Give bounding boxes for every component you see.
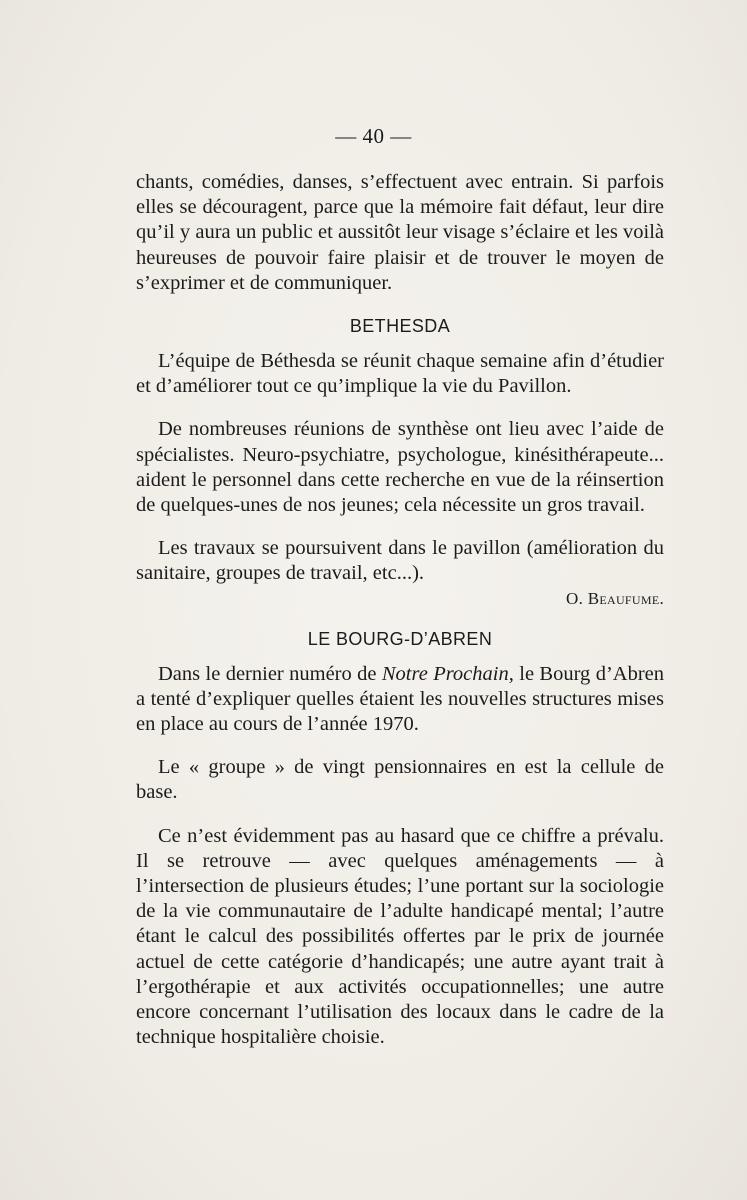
signature-initial: O.	[566, 588, 584, 608]
bourg-p1-end: le Bourg d’Abren a tenté d’expliquer quelles étaient les nouvelles structures mises en place au cours de l’année 1970.	[136, 662, 664, 736]
bourg-paragraph-2: Le « groupe » de vingt pensionnaires en est la cellule de base.	[136, 756, 664, 804]
page-number: — 40 —	[335, 124, 412, 148]
bethesda-paragraph-1: L’équipe de Béthesda se réunit chaque semaine afin d’étudier et d’améliorer tout ce qu’implique la vie du Pavillon.	[136, 350, 664, 398]
bourg-paragraph-3: Ce n’est évidemment pas au hasard que ce chiffre a prévalu. Il se retrouve — avec quelques aménagements — à l’intersection de plusieurs études; l’une portant sur la sociologie de la vie communautaire de l’adulte handicapé mental; l’autre étant le calcul des possibilités offertes par le prix de journée actuel de cette catégorie d’handicapés; une autre ayant trait à l’ergothérapie et aux activités occupationnelles; une autre encore concernant l’utilisation des locaux dans le cadre de la technique hospitalière choisie.	[136, 824, 664, 1049]
publication-title: Notre Prochain,	[381, 662, 514, 685]
signature	[136, 589, 664, 609]
continuation-paragraph: chants, comédies, danses, s’effectuent avec entrain. Si parfois elles se découragent, parce que la mémoire fait défaut, leur dire qu’il y aura un public et aussitôt leur visage s’éclaire et les voilà heureuses de pouvoir faire plaisir et de trouver le moyen de s’exprimer et de communiquer.	[136, 171, 664, 294]
section-heading-bethesda: BETHESDA	[349, 316, 451, 337]
bourg-paragraph-1	[136, 662, 664, 738]
bourg-p1-start: Dans le dernier numéro de	[158, 662, 382, 685]
bethesda-paragraph-2: De nombreuses réunions de synthèse ont lieu avec l’aide de spécialistes. Neuro-psychiatre, psychologue, kinésithérapeute... aident le personnel dans cette recherche en vue de la réinsertion de quelques-unes de nos jeunes; cela nécessite un gros travail.	[136, 418, 664, 517]
section-heading-bourg-dabren: LE BOURG-D’ABREN	[307, 628, 493, 649]
bethesda-paragraph-3: Les travaux se poursuivent dans le pavillon (amélioration du sanitaire, groupes de travail, etc...).	[136, 537, 664, 585]
signature-name: Beaufume.	[587, 588, 664, 608]
article-body	[136, 170, 664, 1050]
